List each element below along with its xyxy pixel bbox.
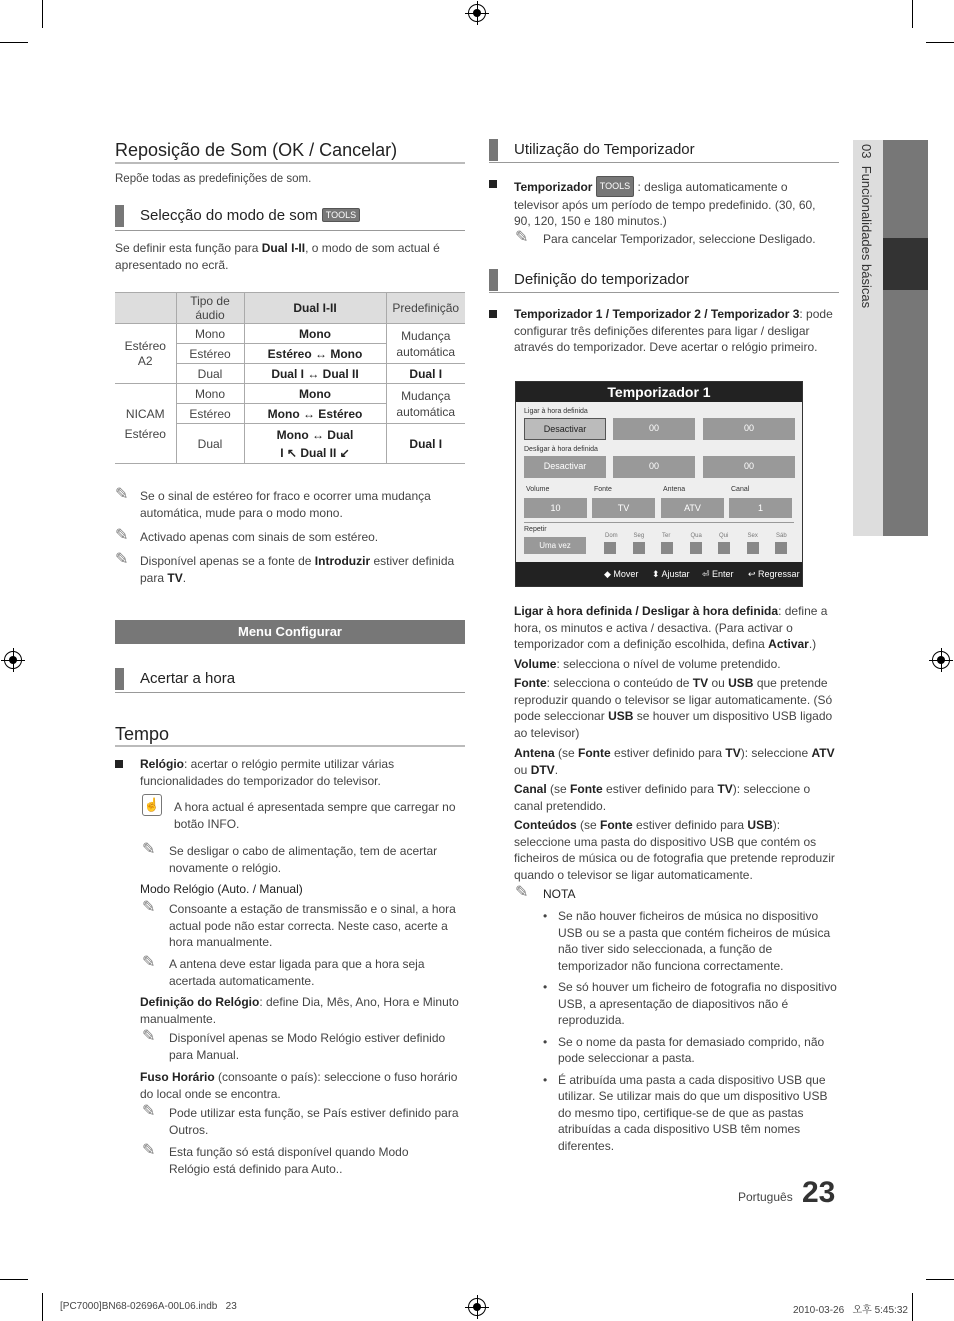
bullet-square (489, 310, 497, 318)
list-item: • Se o nome da pasta for demasiado comprido, não pode seleccionar a pasta. (543, 1034, 825, 1065)
temp123-text: Temporizador 1 / Temporizador 2 / Temporizador 3: pode configurar três definições diferentes para ligar / desligar através do temporizador. Deve acertar o relógio primeiro. (514, 307, 833, 354)
sound-mode-table: Tipo de áudio Dual I-II Predefinição Estéreo A2 Mono Mono Mudança automática Estéreo Estéreo ↔ Mono Dual Dual I ↔ Dual II Dual I NICAM Estéreo Mono Mono Mudança automática Estéreo Mono ↔ Estéreo Dual Mono ↔ Dual I ↖ Dual II ↙ Dual I (115, 292, 465, 464)
subheading-utilizacao: Utilização do Temporizador (489, 141, 695, 158)
subheading-acertar: Acertar a hora (115, 670, 235, 687)
osd-desligar-minute[interactable]: 00 (703, 456, 795, 478)
cancelar-note: Para cancelar Temporizador, seleccione Desligado. (543, 232, 816, 246)
osd-title: Temporizador 1 (516, 382, 802, 402)
osd-enter: ⏎ Enter (702, 569, 734, 579)
canal-desc: Canal (se Fonte estiver definido para TV): seleccione o canal pretendido. (514, 782, 811, 813)
tools-badge: TOOLS (596, 176, 634, 197)
osd-footer (516, 562, 802, 586)
osd-label-antena: Antena (663, 486, 686, 493)
footer-language: Português (738, 1190, 793, 1204)
osd-day-checkbox[interactable] (604, 542, 616, 554)
note-disponivel: Disponível apenas se a fonte de Introduzir estiver definida para TV. (140, 554, 455, 585)
chapter-tab-active (883, 238, 928, 290)
cabo-note: Se desligar o cabo de alimentação, tem de acertar novamente o relógio. (169, 844, 438, 875)
osd-day-label: Sex (747, 533, 758, 539)
osd-label-volume: Volume (526, 486, 550, 493)
note-activado: Activado apenas com sinais de som estéreo. (140, 530, 379, 544)
osd-day-checkbox[interactable] (633, 542, 645, 554)
note-icon: ✎ (142, 1028, 156, 1045)
reposicao-text: Repõe todas as predefinições de som. (115, 173, 312, 185)
osd-label-desligar: Desligar à hora definida (524, 446, 598, 453)
registration-mark-icon (468, 1298, 486, 1316)
antena-note: A antena deve estar ligada para que a hora seja acertada automaticamente. (169, 957, 425, 988)
tools-badge: TOOLS (322, 208, 360, 222)
note-icon: ✎ (142, 899, 156, 916)
osd-canal[interactable]: 1 (729, 498, 792, 518)
list-item: • Se não houver ficheiros de música no dispositivo USB ou se a pasta que contém ficheiros de música não tiver sido seleccionada, a função de temporizador não funciona correctamente. (543, 909, 831, 973)
osd-antena[interactable]: ATV (661, 498, 724, 518)
osd-day-label: Qui (719, 533, 729, 539)
disp-manual-note: Disponível apenas se Modo Relógio estiver definido para Manual. (169, 1031, 446, 1062)
bullet-square (489, 180, 497, 188)
footer-file: [PC7000]BN68-02696A-00L06.indb 23 (60, 1301, 237, 1312)
registration-mark-icon (4, 651, 22, 669)
fuso-horario: Fuso Horário (consoante o país): seleccione o fuso horário do local onde se encontra. (140, 1070, 458, 1101)
osd-ligar-select[interactable]: Desactivar (524, 418, 606, 440)
divider (115, 692, 465, 693)
osd-repetir[interactable]: Uma vez (524, 537, 586, 554)
note-icon: ✎ (115, 551, 129, 568)
osd-day-label: Ter (662, 533, 671, 539)
timer-osd (515, 381, 803, 587)
list-item: • É atribuída uma pasta a cada dispositivo USB que utilizar. Se utilizar mais do que um dispositivo USB do mesmo tipo, certifique-se de que as pastas atribuídas a cada dispositivo USB têm nomes diferentes. (543, 1072, 828, 1153)
temporizador-text: Temporizador TOOLS : desliga automaticamente o televisor após um período de tempo predefinido. (30, 60, 90, 120, 150 e 180 minutos.) (514, 176, 834, 230)
note-stereo: Se o sinal de estéreo for fraco e ocorrer uma mudança automática, mude para o modo mono. (140, 489, 431, 520)
menu-configurar-banner: Menu Configurar (115, 620, 465, 644)
osd-ligar-hour[interactable]: 00 (613, 418, 695, 440)
osd-volume[interactable]: 10 (524, 498, 587, 518)
osd-day-checkbox[interactable] (661, 542, 673, 554)
divider (489, 292, 839, 293)
pais-note: Pode utilizar esta função, se País estiver definido para Outros. (169, 1106, 459, 1137)
divider (115, 162, 465, 164)
footer-date: 2010-03-26 오후 5:45:32 (793, 1305, 908, 1316)
conteudos-desc: Conteúdos (se Fonte estiver definido para USB): seleccione uma pasta do dispositivo USB que contém os ficheiros de música ou de fotografia que pretende reproduzir quando o televisor se ligar automaticamente. (514, 818, 835, 882)
osd-label-repetir: Repetir (524, 526, 547, 533)
fonte-desc: Fonte: selecciona o conteúdo de TV ou USB que pretende reproduzir quando o televisor se ligar automaticamente. (Só pode seleccionar USB se houver um dispositivo USB ligado ao televisor) (514, 676, 833, 740)
osd-day-checkbox[interactable] (747, 542, 759, 554)
osd-mover: ◆ Mover (604, 569, 639, 579)
ligar-desc: Ligar à hora definida / Desligar à hora definida: define a hora, os minutos e activa / desactiva. (Para activar o temporizador com a definição escolhida, defina Activar.) (514, 604, 828, 651)
osd-desligar-hour[interactable]: 00 (613, 456, 695, 478)
nota-list (543, 908, 839, 1159)
osd-regressar: ↩ Regressar (748, 569, 800, 579)
registration-mark-icon (932, 651, 950, 669)
note-icon: ✎ (142, 841, 156, 858)
registration-mark-icon (468, 4, 486, 22)
note-icon: ✎ (142, 1142, 156, 1159)
seleccao-text: Se definir esta função para Dual I-II, o modo de som actual é apresentado no ecrã. (115, 241, 440, 272)
page-number: 23 (802, 1176, 836, 1209)
heading-reposicao: Reposição de Som (OK / Cancelar) (115, 140, 398, 160)
osd-label-canal: Canal (731, 486, 750, 493)
note-icon: ✎ (142, 1103, 156, 1120)
nota-label: NOTA (543, 887, 576, 901)
consoante-note: Consoante a estação de transmissão e o sinal, a hora actual pode não estar correcta. Neste caso, acerte a hora manualmente. (169, 902, 456, 949)
osd-label-ligar: Ligar à hora definida (524, 408, 588, 415)
bullet-square (115, 760, 123, 768)
auto-note: Esta função só está disponível quando Modo Relógio está definido para Auto.. (169, 1145, 409, 1176)
divider (115, 745, 465, 747)
subheading-seleccao: Selecção do modo de som TOOLS (115, 207, 360, 224)
note-icon: ✎ (515, 884, 529, 901)
divider (115, 230, 465, 231)
chapter-label: 03 Funcionalidades básicas (859, 144, 874, 309)
subheading-definicao: Definição do temporizador (489, 271, 689, 288)
note-icon: ✎ (142, 954, 156, 971)
antena-desc: Antena (se Fonte estiver definido para TV): seleccione ATV ou DTV. (514, 746, 835, 777)
note-icon: ✎ (115, 527, 129, 544)
list-item: • Se só houver um ficheiro de fotografia no dispositivo USB, a apresentação de diapositivos não é reproduzida. (543, 980, 837, 1027)
relogio-text: Relógio: acertar o relógio permite utilizar várias funcionalidades do temporizador do televisor. (140, 757, 395, 788)
osd-day-label: Seg (633, 533, 645, 539)
osd-ajustar: ⬍ Ajustar (652, 569, 690, 579)
osd-label-fonte: Fonte (594, 486, 612, 493)
note-icon: ✎ (515, 229, 529, 246)
chapter-tab-dark (883, 140, 928, 536)
osd-divider (524, 522, 794, 523)
divider (489, 162, 839, 163)
modo-relogio-heading: Modo Relógio (Auto. / Manual) (140, 882, 303, 896)
osd-day-label: Qua (690, 533, 702, 539)
definicao-relogio: Definição do Relógio: define Dia, Mês, Ano, Hora e Minuto manualmente. (140, 995, 459, 1026)
info-note: A hora actual é apresentada sempre que carregar no botão INFO. (174, 800, 456, 831)
volume-desc: Volume: selecciona o nível de volume pretendido. (514, 657, 781, 671)
osd-day-label: Sáb (776, 533, 787, 539)
osd-day-checkbox[interactable] (775, 542, 787, 554)
osd-day-label: Dom (605, 533, 618, 539)
osd-day-checkbox[interactable] (690, 542, 702, 554)
heading-tempo: Tempo (115, 724, 170, 744)
osd-day-checkbox[interactable] (718, 542, 730, 554)
osd-fonte[interactable]: TV (592, 498, 655, 518)
note-icon: ✎ (115, 486, 129, 503)
hand-icon: ☝ (142, 794, 162, 816)
osd-ligar-minute[interactable]: 00 (703, 418, 795, 440)
osd-desligar-select[interactable]: Desactivar (524, 456, 606, 478)
